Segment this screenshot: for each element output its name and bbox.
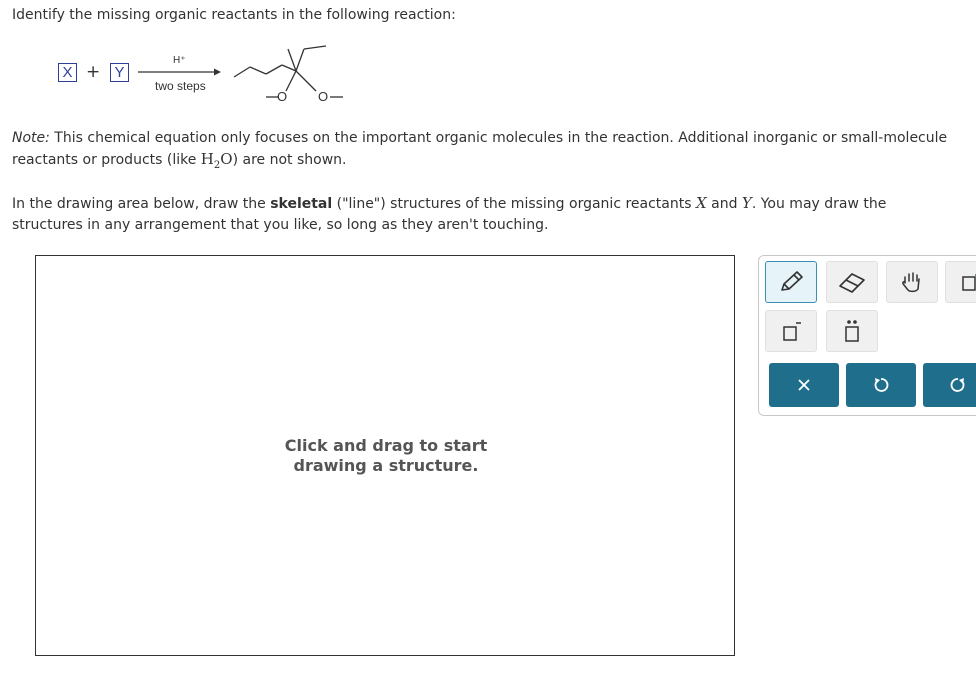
condition-label: two steps [155,79,206,93]
reactant-x-box: X [58,63,77,82]
note-label: Note: [12,130,50,146]
note-paragraph: Note: This chemical equation only focuses on the important organic molecules in the reaction. Additional inorganic or small-molecule reactants or products (like $H_2O$) are not shown. [12,130,948,171]
pencil-tool-button[interactable] [765,261,817,303]
eraser-tool-button[interactable] [826,261,878,303]
pencil-icon [776,269,806,295]
remove-charge-icon [779,319,803,343]
lone-pair-button[interactable] [826,310,878,352]
question-title: Identify the missing organic reactants in the following reaction: [12,7,456,23]
lone-pair-icon [840,318,864,344]
canvas-placeholder: Click and drag to start drawing a structure. [284,436,488,475]
product-structure [230,40,360,110]
redo-button[interactable] [923,363,976,407]
variable-y: Y [741,194,752,212]
hand-icon [898,269,926,295]
eraser-icon [836,269,868,295]
undo-icon [872,376,890,394]
drawing-toolbar [758,255,976,416]
reagent-label: H⁺ [173,55,186,66]
reaction-arrow [138,66,222,78]
hand-tool-button[interactable] [886,261,938,303]
undo-button[interactable] [846,363,916,407]
skeletal-keyword: skeletal [270,196,333,212]
redo-icon [949,376,967,394]
add-charge-button[interactable] [945,261,976,303]
reactant-y-box: Y [110,63,129,82]
clear-icon [796,377,812,393]
instructions-paragraph: In the drawing area below, draw the skeletal ("line") structures of the missing organic reactants X and Y. You may draw the structures in any arrangement that you like, so long as they aren't touching. [12,194,887,233]
ether-oxygen-2: O [317,89,329,104]
variable-x: X [695,194,707,212]
ether-oxygen-1: O [276,89,288,104]
water-formula: $H_2O$ [200,150,233,171]
drawing-canvas[interactable] [35,255,735,656]
clear-button[interactable] [769,363,839,407]
plus-sign: + [86,62,101,82]
add-charge-icon [959,270,976,294]
remove-charge-button[interactable] [765,310,817,352]
